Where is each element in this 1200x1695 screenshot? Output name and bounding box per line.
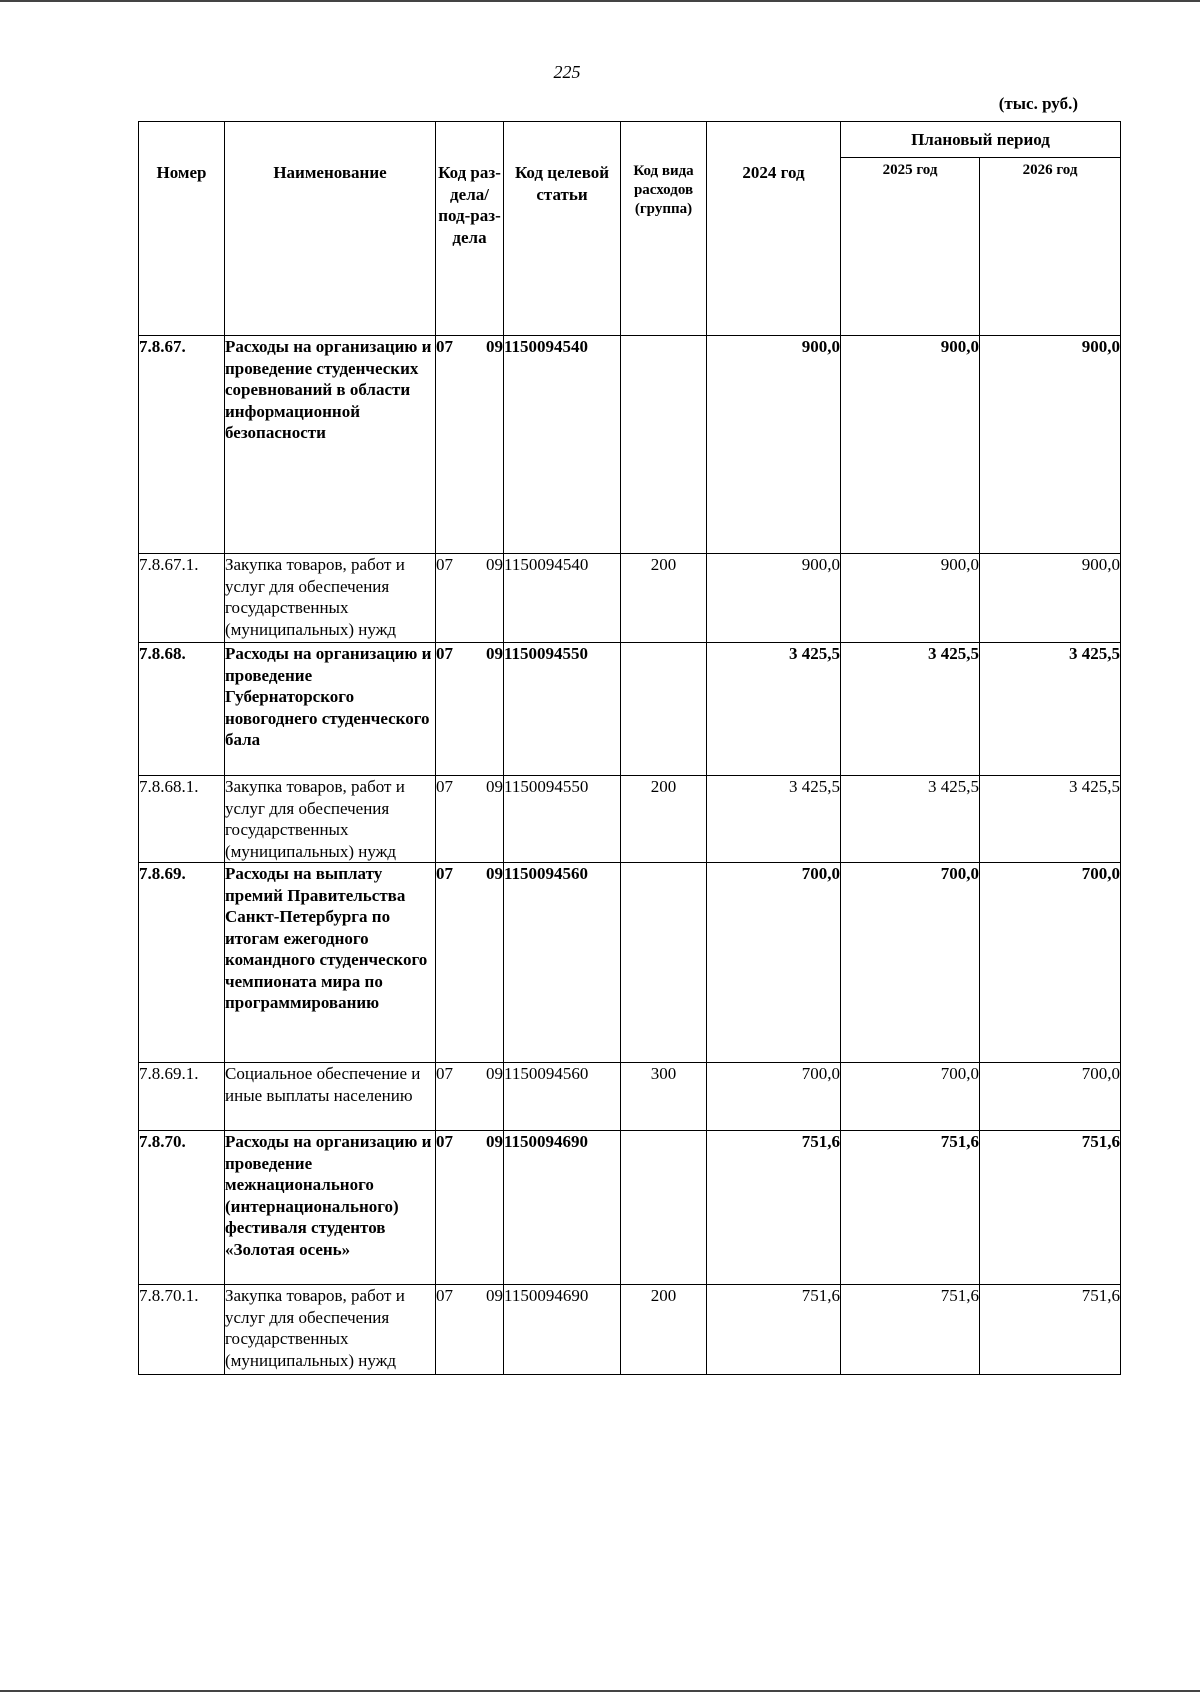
table-row bbox=[139, 554, 1121, 643]
row-amount-2024: 900,0 bbox=[707, 336, 841, 554]
header-planned-period: Плановый период bbox=[841, 122, 1121, 158]
row-amount-2026: 900,0 bbox=[980, 554, 1121, 643]
row-subsection: 09 bbox=[486, 555, 503, 574]
row-target-code: 1150094560 bbox=[504, 1063, 621, 1131]
budget-table bbox=[138, 121, 1121, 1375]
row-target-code: 1150094540 bbox=[504, 336, 621, 554]
scan-edge-top bbox=[0, 0, 1200, 2]
row-section-code bbox=[436, 336, 504, 554]
row-amount-2026: 700,0 bbox=[980, 1063, 1121, 1131]
row-amount-2025: 900,0 bbox=[841, 554, 980, 643]
row-amount-2024: 700,0 bbox=[707, 863, 841, 1063]
row-number: 7.8.68.1. bbox=[139, 776, 225, 863]
row-name: Закупка товаров, работ и услуг для обеспечения государственных (муниципальных) нужд bbox=[225, 776, 436, 863]
row-number: 7.8.68. bbox=[139, 643, 225, 776]
row-subsection: 09 bbox=[486, 644, 503, 663]
row-amount-2024: 3 425,5 bbox=[707, 776, 841, 863]
row-subsection: 09 bbox=[486, 777, 503, 796]
row-amount-2026: 3 425,5 bbox=[980, 776, 1121, 863]
row-target-code: 1150094550 bbox=[504, 643, 621, 776]
row-section: 07 bbox=[436, 1132, 453, 1151]
row-name: Расходы на организацию и проведение Губернаторского новогоднего студенческого бала bbox=[225, 643, 436, 776]
table-row bbox=[139, 863, 1121, 1063]
header-name: Наименование bbox=[225, 122, 436, 336]
table-row bbox=[139, 1063, 1121, 1131]
row-expense-type: 300 bbox=[621, 1063, 707, 1131]
header-section-code: Код раз-дела/ под-раз-дела bbox=[436, 122, 504, 336]
row-name: Расходы на организацию и проведение межнационального (интернационального) фестиваля студентов «Золотая осень» bbox=[225, 1131, 436, 1285]
row-expense-type: 200 bbox=[621, 554, 707, 643]
row-name: Социальное обеспечение и иные выплаты населению bbox=[225, 1063, 436, 1131]
page-number: 225 bbox=[553, 62, 581, 82]
row-section-code bbox=[436, 643, 504, 776]
row-number: 7.8.67.1. bbox=[139, 554, 225, 643]
table-row bbox=[139, 1131, 1121, 1285]
row-subsection: 09 bbox=[486, 1064, 503, 1083]
row-subsection: 09 bbox=[486, 1132, 503, 1151]
header-year-2026: 2026 год bbox=[980, 158, 1121, 336]
row-section-code bbox=[436, 554, 504, 643]
header-number: Номер bbox=[139, 122, 225, 336]
row-target-code: 1150094540 bbox=[504, 554, 621, 643]
row-amount-2025: 3 425,5 bbox=[841, 643, 980, 776]
row-target-code: 1150094690 bbox=[504, 1285, 621, 1375]
row-amount-2024: 700,0 bbox=[707, 1063, 841, 1131]
row-name: Закупка товаров, работ и услуг для обеспечения государственных (муниципальных) нужд bbox=[225, 554, 436, 643]
table-body bbox=[139, 336, 1121, 1375]
row-name: Закупка товаров, работ и услуг для обеспечения государственных (муниципальных) нужд bbox=[225, 1285, 436, 1375]
row-section: 07 bbox=[436, 644, 453, 663]
row-section-code bbox=[436, 863, 504, 1063]
row-section-code bbox=[436, 776, 504, 863]
row-number: 7.8.70.1. bbox=[139, 1285, 225, 1375]
row-section: 07 bbox=[436, 555, 453, 574]
row-amount-2025: 700,0 bbox=[841, 863, 980, 1063]
header-year-2024: 2024 год bbox=[707, 122, 841, 336]
row-amount-2024: 751,6 bbox=[707, 1285, 841, 1375]
row-amount-2025: 900,0 bbox=[841, 336, 980, 554]
row-expense-type bbox=[621, 863, 707, 1063]
row-amount-2026: 751,6 bbox=[980, 1285, 1121, 1375]
row-expense-type bbox=[621, 336, 707, 554]
row-subsection: 09 bbox=[486, 864, 503, 883]
row-target-code: 1150094550 bbox=[504, 776, 621, 863]
table-row bbox=[139, 336, 1121, 554]
row-section: 07 bbox=[436, 777, 453, 796]
row-amount-2024: 900,0 bbox=[707, 554, 841, 643]
row-number: 7.8.67. bbox=[139, 336, 225, 554]
row-subsection: 09 bbox=[486, 1286, 503, 1305]
table-header bbox=[139, 122, 1121, 336]
row-amount-2025: 751,6 bbox=[841, 1131, 980, 1285]
scan-edge-bottom bbox=[0, 1690, 1200, 1692]
row-number: 7.8.70. bbox=[139, 1131, 225, 1285]
row-amount-2025: 751,6 bbox=[841, 1285, 980, 1375]
header-expense-type: Код вида расходов (группа) bbox=[621, 122, 707, 336]
row-amount-2025: 700,0 bbox=[841, 1063, 980, 1131]
header-target-code: Код целевой статьи bbox=[504, 122, 621, 336]
row-target-code: 1150094560 bbox=[504, 863, 621, 1063]
header-year-2025: 2025 год bbox=[841, 158, 980, 336]
row-expense-type bbox=[621, 1131, 707, 1285]
row-section: 07 bbox=[436, 864, 453, 883]
table-row bbox=[139, 1285, 1121, 1375]
table-row bbox=[139, 643, 1121, 776]
row-expense-type: 200 bbox=[621, 1285, 707, 1375]
row-amount-2026: 900,0 bbox=[980, 336, 1121, 554]
row-number: 7.8.69.1. bbox=[139, 1063, 225, 1131]
row-name: Расходы на организацию и проведение студенческих соревнований в области информационной безопасности bbox=[225, 336, 436, 554]
row-amount-2026: 3 425,5 bbox=[980, 643, 1121, 776]
row-name: Расходы на выплату премий Правительства Санкт-Петербурга по итогам ежегодного командного студенческого чемпионата мира по программированию bbox=[225, 863, 436, 1063]
row-amount-2025: 3 425,5 bbox=[841, 776, 980, 863]
row-amount-2026: 700,0 bbox=[980, 863, 1121, 1063]
row-number: 7.8.69. bbox=[139, 863, 225, 1063]
row-expense-type bbox=[621, 643, 707, 776]
row-amount-2024: 751,6 bbox=[707, 1131, 841, 1285]
row-section-code bbox=[436, 1131, 504, 1285]
row-subsection: 09 bbox=[486, 337, 503, 356]
row-amount-2024: 3 425,5 bbox=[707, 643, 841, 776]
row-target-code: 1150094690 bbox=[504, 1131, 621, 1285]
table-row bbox=[139, 776, 1121, 863]
row-section: 07 bbox=[436, 1286, 453, 1305]
row-section: 07 bbox=[436, 1064, 453, 1083]
row-amount-2026: 751,6 bbox=[980, 1131, 1121, 1285]
row-section: 07 bbox=[436, 337, 453, 356]
row-expense-type: 200 bbox=[621, 776, 707, 863]
units-label: (тыс. руб.) bbox=[998, 94, 1078, 113]
row-section-code bbox=[436, 1285, 504, 1375]
row-section-code bbox=[436, 1063, 504, 1131]
